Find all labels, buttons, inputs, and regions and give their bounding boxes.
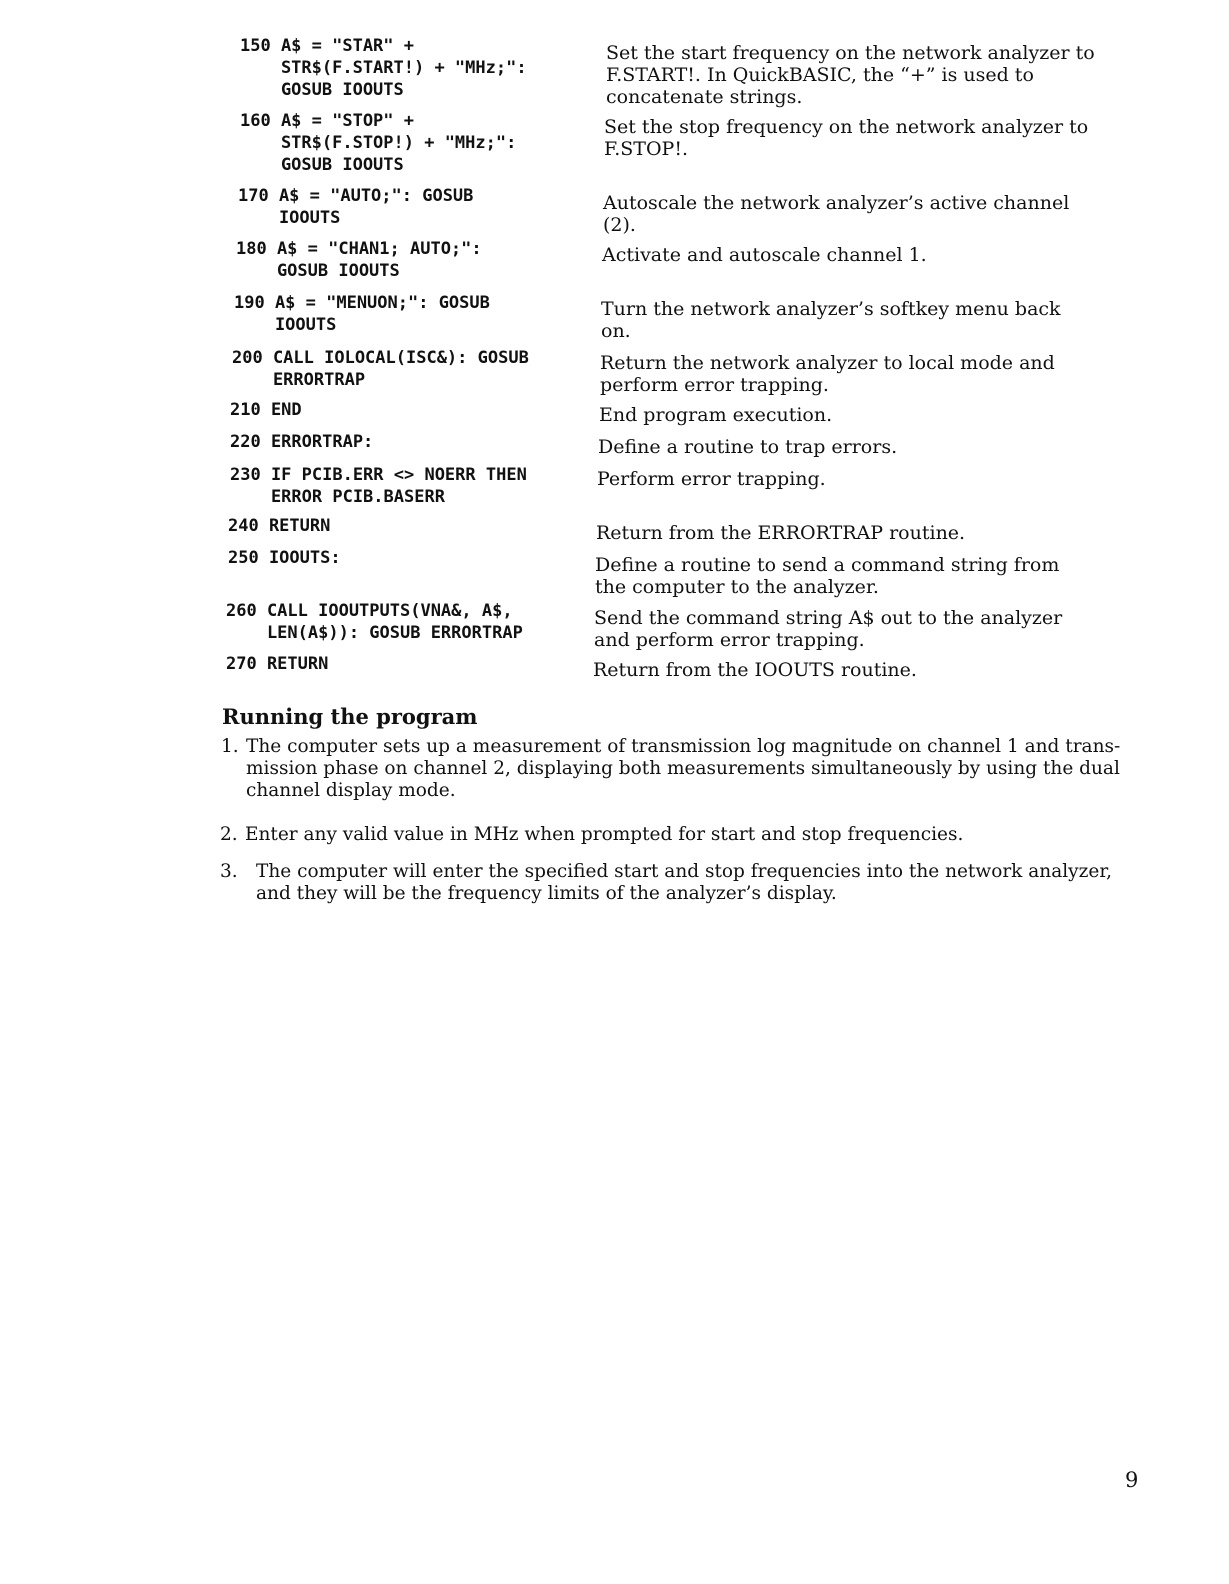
desc-260: Send the command string A$ out to the analyzer and perform error trapping. (594, 607, 1063, 651)
code-190: 190 A$ = "MENUON;": GOSUB IOOUTS (234, 293, 490, 335)
step-number: 2. (220, 824, 238, 845)
desc-220: Define a routine to trap errors. (598, 436, 898, 458)
code-170: 170 A$ = "AUTO;": GOSUB IOOUTS (238, 186, 474, 228)
code-260: 260 CALL IOOUTPUTS(VNA&, A$, LEN(A$)): GOSUB ERRORTRAP (226, 601, 523, 643)
code-220: 220 ERRORTRAP: (230, 432, 374, 452)
page-number: 9 (1125, 1468, 1139, 1492)
code-270: 270 RETURN (226, 654, 329, 674)
desc-160: Set the stop frequency on the network analyzer to F.STOP!. (604, 116, 1089, 160)
desc-270: Return from the IOOUTS routine. (593, 659, 917, 681)
desc-170: Autoscale the network analyzer’s active channel (2). (603, 192, 1070, 236)
code-200: 200 CALL IOLOCAL(ISC&): GOSUB ERRORTRAP (232, 348, 529, 390)
step-text: The computer sets up a measurement of transmission log magnitude on channel 1 and trans- mission phase on channel 2, displaying both measurements simultaneously by using the dual channel display mode. (246, 736, 1121, 801)
desc-250: Define a routine to send a command string from the computer to the analyzer. (595, 554, 1060, 598)
desc-190: Turn the network analyzer’s softkey menu back on. (601, 298, 1061, 342)
code-160: 160 A$ = "STOP" + STR$(F.STOP!) + "MHz;": GOSUB IOOUTS (240, 111, 517, 175)
desc-230: Perform error trapping. (597, 468, 826, 490)
step-text: The computer will enter the specified start and stop frequencies into the network analyzer, and they will be the frequency limits of the analyzer’s display. (256, 861, 1113, 904)
section-heading: Running the program (222, 704, 478, 729)
code-230: 230 IF PCIB.ERR <> NOERR THEN ERROR PCIB.BASERR (230, 465, 527, 507)
code-180: 180 A$ = "CHAN1; AUTO;": GOSUB IOOUTS (236, 239, 482, 281)
desc-240: Return from the ERRORTRAP routine. (596, 522, 966, 544)
step-text: Enter any valid value in MHz when prompted for start and stop frequencies. (245, 824, 964, 845)
code-150: 150 A$ = "STAR" + STR$(F.START!) + "MHz;": GOSUB IOOUTS (240, 36, 527, 100)
step-number: 1. (221, 736, 239, 757)
desc-150: Set the start frequency on the network analyzer to F.START!. In QuickBASIC, the “+” is used to concatenate strings. (606, 42, 1095, 108)
desc-180: Activate and autoscale channel 1. (602, 244, 927, 266)
step-number: 3. (220, 861, 238, 882)
code-240: 240 RETURN (228, 516, 331, 536)
code-250: 250 IOOUTS: (228, 548, 341, 568)
code-210: 210 END (230, 400, 302, 420)
desc-200: Return the network analyzer to local mode and perform error trapping. (600, 352, 1055, 396)
desc-210: End program execution. (599, 404, 833, 426)
